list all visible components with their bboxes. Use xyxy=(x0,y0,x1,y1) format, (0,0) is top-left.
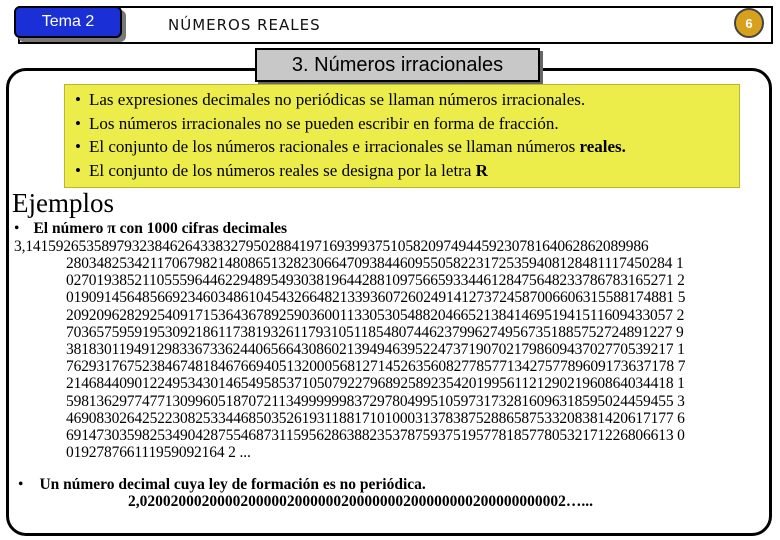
pi-digits-first-line: 3,1415926535897932384626433832795028841971693993751058209749445923078164062862089986 xyxy=(14,238,649,255)
example-2-number: 2,0200200020000200000200000020000000200000000200000000002…... xyxy=(128,493,593,510)
bullet-icon: • xyxy=(75,137,81,156)
tema-tab[interactable] xyxy=(14,6,122,38)
bullet-icon: • xyxy=(75,113,81,133)
definition-box xyxy=(64,84,740,188)
definition-item: • El conjunto de los números racionales e irracionales se llaman números reales. xyxy=(75,135,739,159)
definition-item: • Las expresiones decimales no periódicas se llaman números irracionales. xyxy=(75,88,739,112)
definition-list xyxy=(75,88,739,182)
pi-digits-line: 019278766111959092164 2 ... xyxy=(66,444,251,462)
pi-digits-line: 21468440901224953430146549585371050792279689258923542019956112129021960864034418 1 xyxy=(66,375,685,393)
pi-digits-line: 59813629774771309960518707211349999998372978049951059731732816096318595024459455 3 xyxy=(66,392,685,410)
example-1-heading: • El número π con 1000 cifras decimales xyxy=(14,220,288,237)
definition-item: • El conjunto de los números reales se designa por la letra R xyxy=(75,159,739,183)
topic-title: NÚMEROS REALES xyxy=(168,16,321,34)
pi-digits-line: 28034825342117067982148086513282306647093844609550582231725359408128481117450284 1 xyxy=(66,255,684,272)
definition-item: • Los números irracionales no se pueden escribir en forma de fracción. xyxy=(75,112,739,136)
pi-digits-line: 69147303598253490428755468731159562863882353787593751957781857780532171226806613 0 xyxy=(66,426,685,444)
pi-digits-line: 70365759591953092186117381932611793105118548074462379962749567351885752724891227 9 xyxy=(66,323,684,341)
pi-symbol: π xyxy=(107,220,116,237)
bullet-icon: • xyxy=(14,220,20,237)
pi-digits-line: 38183011949129833673362440656643086021394946395224737190702179860943702770539217 1 xyxy=(66,340,685,358)
header-bar xyxy=(18,6,773,44)
bullet-icon: • xyxy=(75,90,81,109)
pi-digits-line: 46908302642522308253344685035261931188171010003137838752886587533208381420617177 6 xyxy=(66,409,685,427)
examples-heading: Ejemplos xyxy=(12,188,114,218)
bullet-icon: • xyxy=(18,476,24,493)
pi-digits-line: 76293176752384674818467669405132000568127145263560827785771342757789609173637178 7 xyxy=(66,358,686,376)
tema-label: Tema 2 xyxy=(41,13,95,30)
bullet-icon: • xyxy=(75,160,81,180)
pi-digits-line: 01909145648566923460348610454326648213393607260249141273724587006606315588174881 5 xyxy=(66,289,686,307)
page-number: 6 xyxy=(745,15,753,31)
page-number-badge xyxy=(734,8,764,38)
section-title: 3. Números irracionales xyxy=(291,53,504,76)
section-title-box xyxy=(255,48,540,82)
pi-digits-line: 02701938521105559644622948954930381964428810975665933446128475648233786783165271 2 xyxy=(66,272,685,290)
example-2-heading: • Un número decimal cuya ley de formación es no periódica. xyxy=(18,476,426,493)
pi-digits-block xyxy=(66,255,685,461)
pi-digits-line: 20920962829254091715364367892590360011330530548820466521384146951941511609433057 2 xyxy=(66,306,685,324)
